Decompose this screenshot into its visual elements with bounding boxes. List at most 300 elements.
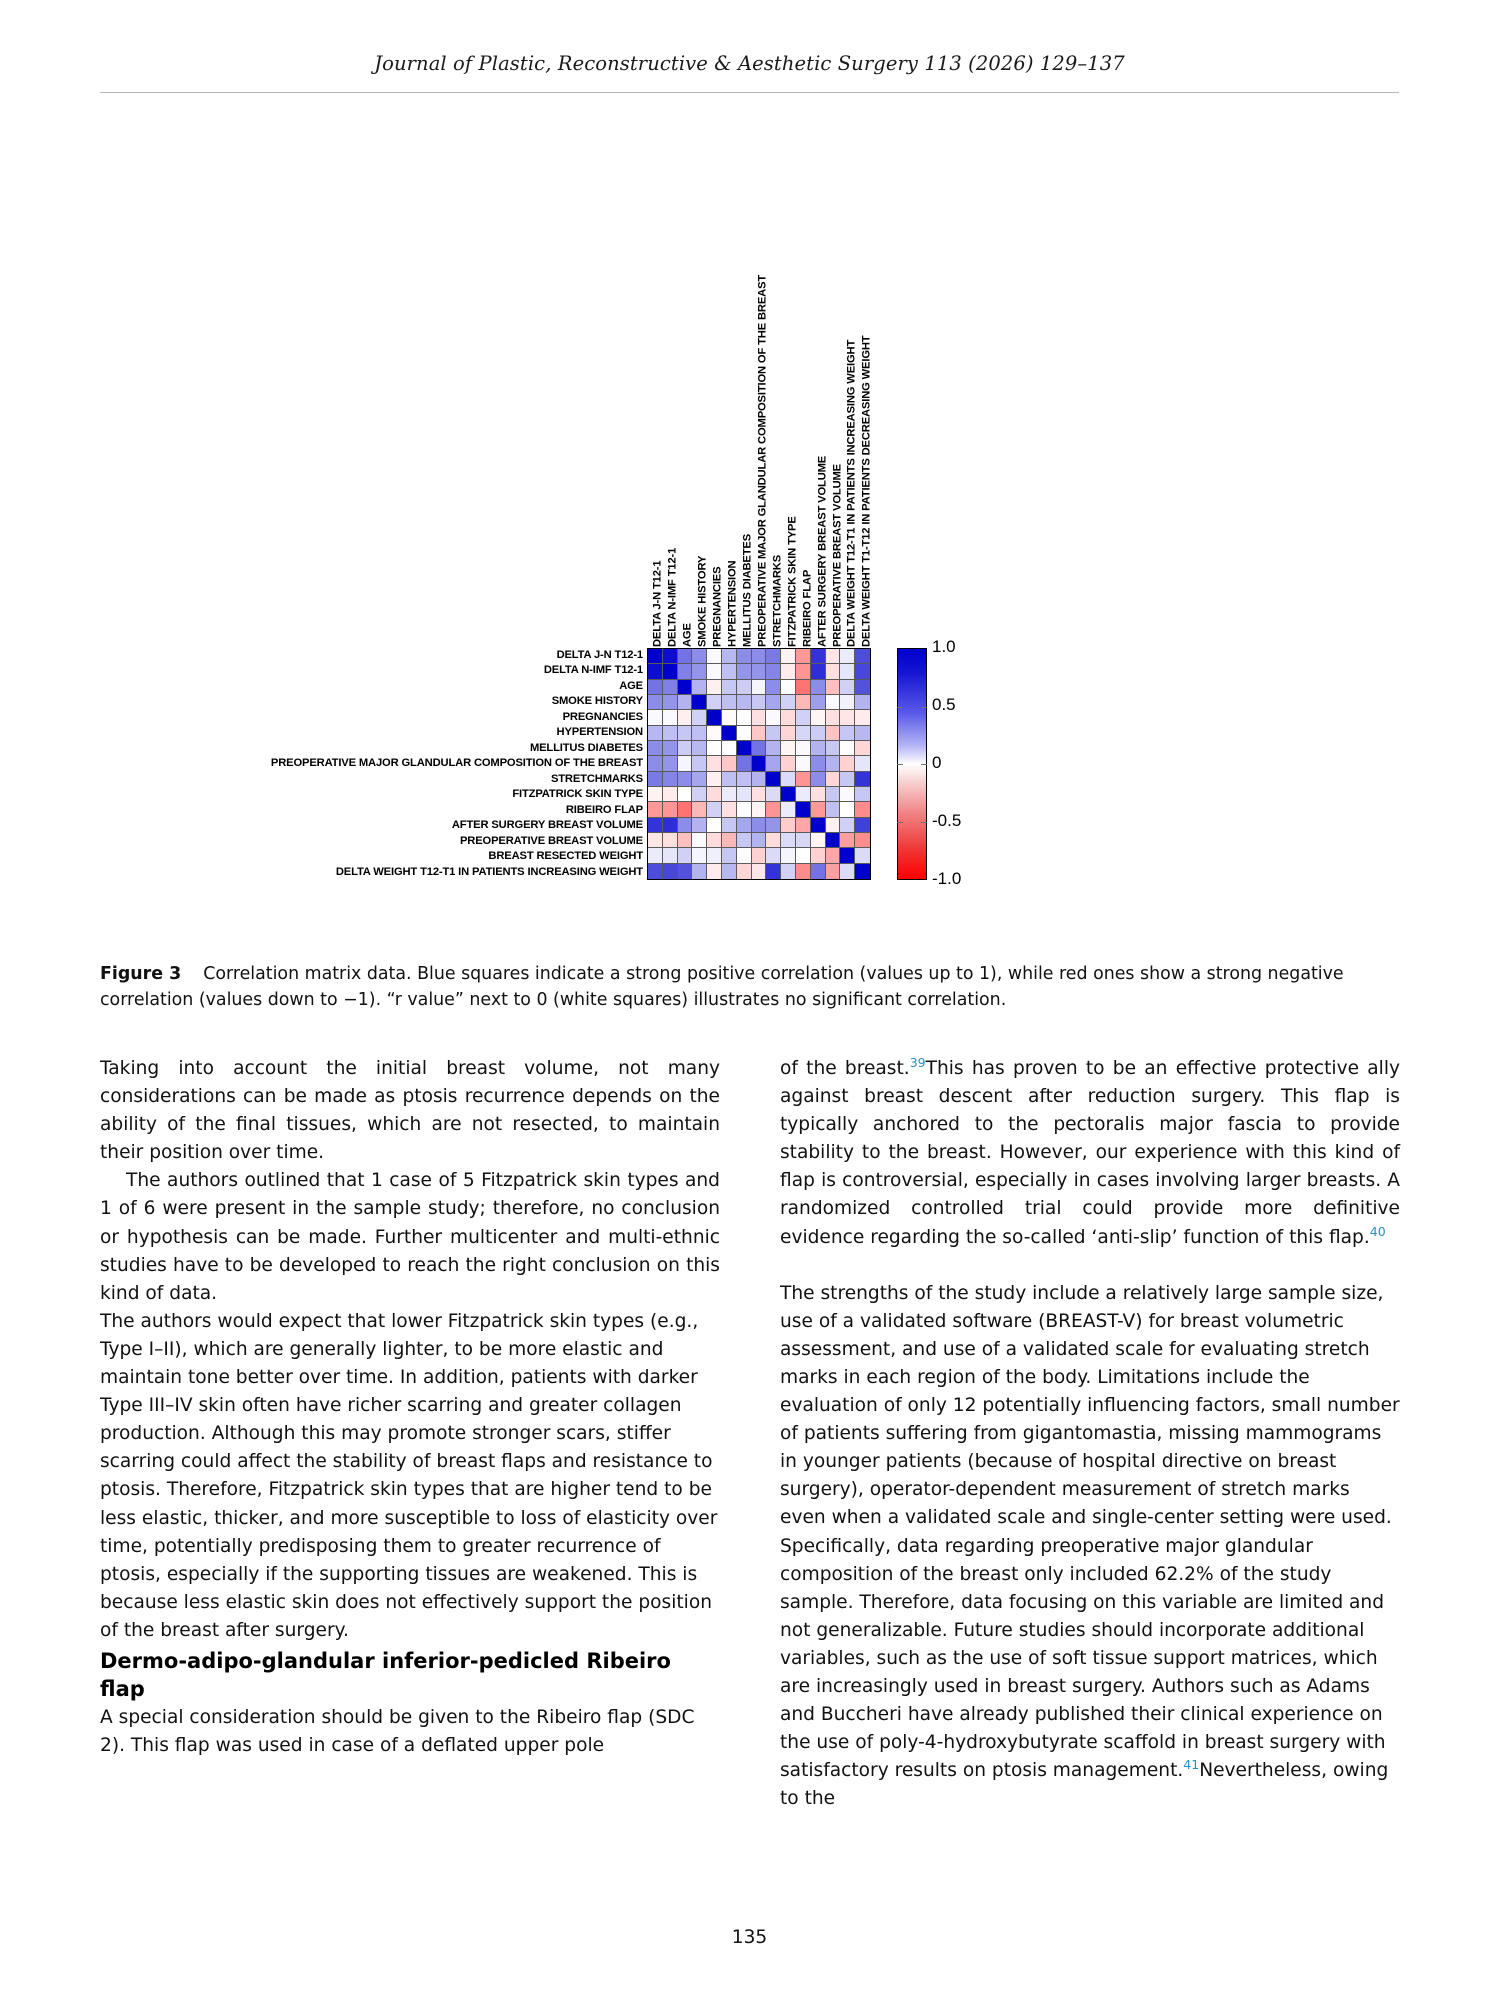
matrix-cell[interactable] xyxy=(855,726,870,741)
matrix-cell[interactable] xyxy=(663,680,678,695)
matrix-cell[interactable] xyxy=(840,848,855,863)
reference-marker-41[interactable]: 41 xyxy=(1183,1757,1200,1773)
left-column xyxy=(100,1055,720,1813)
matrix-cell[interactable] xyxy=(663,664,678,679)
matrix-cell[interactable] xyxy=(766,664,781,679)
matrix-cell[interactable] xyxy=(840,864,855,879)
matrix-cell[interactable] xyxy=(840,802,855,817)
matrix-row-labels xyxy=(100,648,645,880)
matrix-cell[interactable] xyxy=(752,833,767,848)
figure-3-correlation-matrix xyxy=(100,100,1400,955)
matrix-cell[interactable] xyxy=(796,664,811,679)
matrix-cell[interactable] xyxy=(766,787,781,802)
matrix-cell[interactable] xyxy=(648,741,663,756)
colorbar-tick-label: -1.0 xyxy=(932,869,962,888)
right-p2-part-b: Nevertheless, owing to the xyxy=(780,1760,1389,1810)
matrix-cell[interactable] xyxy=(840,818,855,833)
matrix-cell[interactable] xyxy=(737,818,752,833)
matrix-cell[interactable] xyxy=(840,710,855,725)
colorbar-gradient xyxy=(897,648,927,880)
matrix-cell[interactable] xyxy=(811,833,826,848)
matrix-cell[interactable] xyxy=(678,864,693,879)
matrix-cell[interactable] xyxy=(855,802,870,817)
figure-label: Figure 3 xyxy=(100,964,182,984)
matrix-cell[interactable] xyxy=(678,772,693,787)
matrix-cell[interactable] xyxy=(663,741,678,756)
section-heading-ribeiro-flap: Dermo-adipo-glandular inferior-pedicled Ribeiro flap xyxy=(100,1648,671,1702)
matrix-cell[interactable] xyxy=(692,848,707,863)
matrix-cell[interactable] xyxy=(796,864,811,879)
matrix-cell[interactable] xyxy=(855,756,870,771)
matrix-cell[interactable] xyxy=(678,664,693,679)
matrix-cell[interactable] xyxy=(737,664,752,679)
matrix-cell[interactable] xyxy=(707,756,722,771)
matrix-cell[interactable] xyxy=(707,818,722,833)
matrix-column-header xyxy=(662,108,677,648)
matrix-column-header-label: RIBEIRO FLAP xyxy=(801,569,814,647)
matrix-cell[interactable] xyxy=(766,726,781,741)
matrix-column-header-label: MELLITUS DIABETES xyxy=(741,533,754,647)
matrix-cell[interactable] xyxy=(648,756,663,771)
matrix-cell[interactable] xyxy=(781,802,796,817)
matrix-cell[interactable] xyxy=(796,710,811,725)
matrix-cell[interactable] xyxy=(766,649,781,664)
matrix-cell[interactable] xyxy=(648,818,663,833)
matrix-cell[interactable] xyxy=(840,756,855,771)
running-head: Journal of Plastic, Reconstructive & Aesthetic Surgery 113 (2026) 129–137 xyxy=(374,52,1125,75)
matrix-cell[interactable] xyxy=(722,695,737,710)
matrix-cell[interactable] xyxy=(648,680,663,695)
matrix-column-header xyxy=(811,108,829,648)
matrix-cell[interactable] xyxy=(678,848,693,863)
matrix-cell[interactable] xyxy=(811,756,826,771)
colorbar-tick-labels xyxy=(932,637,1002,888)
matrix-cell[interactable] xyxy=(678,695,693,710)
matrix-row-label: MELLITUS DIABETES xyxy=(529,741,643,754)
matrix-cell[interactable] xyxy=(840,833,855,848)
matrix-cell[interactable] xyxy=(811,649,826,664)
matrix-cell[interactable] xyxy=(678,741,693,756)
matrix-cell[interactable] xyxy=(692,787,707,802)
matrix-cell[interactable] xyxy=(663,756,678,771)
left-paragraph-1: Taking into account the initial breast volume, not many considerations can be made as ptosis recurrence depends on the ability of the final tissues, which are not resected, to maintain their position over time. xyxy=(100,1058,720,1164)
matrix-cell[interactable] xyxy=(855,864,870,879)
matrix-cell[interactable] xyxy=(678,802,693,817)
matrix-cell[interactable] xyxy=(722,741,737,756)
right-column xyxy=(780,1055,1400,1813)
matrix-cell[interactable] xyxy=(752,772,767,787)
matrix-cell[interactable] xyxy=(796,726,811,741)
matrix-cell[interactable] xyxy=(737,710,752,725)
matrix-cell[interactable] xyxy=(707,741,722,756)
matrix-cell[interactable] xyxy=(722,649,737,664)
matrix-cell[interactable] xyxy=(766,802,781,817)
matrix-cell[interactable] xyxy=(826,787,841,802)
matrix-cell[interactable] xyxy=(737,649,752,664)
matrix-cell[interactable] xyxy=(678,756,693,771)
matrix-column-header-label: PREOPERATIVE MAJOR GLANDULAR COMPOSITION OF THE BREAST xyxy=(756,274,769,647)
matrix-cell[interactable] xyxy=(840,772,855,787)
matrix-cell[interactable] xyxy=(840,695,855,710)
matrix-row-label: AGE xyxy=(619,679,643,692)
matrix-cell[interactable] xyxy=(707,695,722,710)
correlation-matrix-grid[interactable] xyxy=(647,648,871,880)
matrix-cell[interactable] xyxy=(722,818,737,833)
matrix-cell[interactable] xyxy=(692,802,707,817)
matrix-cell[interactable] xyxy=(707,649,722,664)
matrix-cell[interactable] xyxy=(840,726,855,741)
matrix-cell[interactable] xyxy=(737,772,752,787)
matrix-cell[interactable] xyxy=(855,833,870,848)
matrix-cell[interactable] xyxy=(811,664,826,679)
matrix-cell[interactable] xyxy=(678,680,693,695)
matrix-cell[interactable] xyxy=(766,864,781,879)
matrix-cell[interactable] xyxy=(811,818,826,833)
matrix-cell[interactable] xyxy=(722,726,737,741)
matrix-cell[interactable] xyxy=(811,772,826,787)
matrix-row-label: DELTA J-N T12-1 xyxy=(556,649,643,661)
left-paragraph-2: The authors outlined that 1 case of 5 Fitzpatrick skin types and 1 of 6 were present in the sample study; therefore, no conclusion or hypothesis can be made. Further multicenter and multi-ethnic studies have to be developed to reach the right conclusion on this kind of data. xyxy=(100,1170,720,1304)
matrix-cell[interactable] xyxy=(752,848,767,863)
matrix-cell[interactable] xyxy=(737,802,752,817)
matrix-cell[interactable] xyxy=(826,802,841,817)
matrix-cell[interactable] xyxy=(707,787,722,802)
matrix-column-header-label: SMOKE HISTORY xyxy=(696,555,709,647)
matrix-cell[interactable] xyxy=(678,649,693,664)
matrix-cell[interactable] xyxy=(737,833,752,848)
matrix-cell[interactable] xyxy=(663,649,678,664)
matrix-cell[interactable] xyxy=(737,848,752,863)
matrix-cell[interactable] xyxy=(855,741,870,756)
matrix-cell[interactable] xyxy=(678,818,693,833)
matrix-column-header xyxy=(692,108,707,648)
matrix-cell[interactable] xyxy=(781,664,796,679)
matrix-row-label: DELTA WEIGHT T12-T1 IN PATIENTS INCREASING WEIGHT xyxy=(335,865,643,878)
matrix-cell[interactable] xyxy=(707,848,722,863)
matrix-cell[interactable] xyxy=(826,741,841,756)
colorbar-tick-label: 0.5 xyxy=(932,695,956,714)
matrix-row-label: DELTA N-IMF T12-1 xyxy=(543,664,643,677)
right-paragraph-1 xyxy=(780,1055,1400,1252)
right-p1-part-b: This has proven to be an effective protective ally against breast descent after reduction surgery. This flap is typically anchored to the pectoralis major fascia to provide stability to the breast. However, our experience with this kind of flap is controversial, especially in cases involving larger breasts. A randomized controlled trial could provide more definitive evidence regarding the so-called ‘anti-slip’ function of this flap. xyxy=(780,1058,1400,1248)
matrix-cell[interactable] xyxy=(737,726,752,741)
matrix-cell[interactable] xyxy=(781,864,796,879)
matrix-cell[interactable] xyxy=(766,772,781,787)
matrix-cell[interactable] xyxy=(840,664,855,679)
matrix-cell[interactable] xyxy=(826,848,841,863)
matrix-cell[interactable] xyxy=(752,695,767,710)
matrix-cell[interactable] xyxy=(781,695,796,710)
matrix-row-label: PREGNANCIES xyxy=(562,710,643,723)
matrix-cell[interactable] xyxy=(692,772,707,787)
matrix-cell[interactable] xyxy=(752,864,767,879)
matrix-cell[interactable] xyxy=(811,726,826,741)
matrix-column-header-label: PREOPERATIVE BREAST VOLUME xyxy=(831,464,844,647)
matrix-row-label: PREOPERATIVE BREAST VOLUME xyxy=(460,834,643,847)
matrix-cell[interactable] xyxy=(707,664,722,679)
matrix-cell[interactable] xyxy=(855,649,870,664)
matrix-cell[interactable] xyxy=(796,772,811,787)
matrix-cell[interactable] xyxy=(737,741,752,756)
matrix-cell[interactable] xyxy=(722,864,737,879)
matrix-cell[interactable] xyxy=(752,756,767,771)
matrix-cell[interactable] xyxy=(752,664,767,679)
matrix-cell[interactable] xyxy=(826,649,841,664)
matrix-cell[interactable] xyxy=(855,772,870,787)
matrix-cell[interactable] xyxy=(826,864,841,879)
reference-marker-40[interactable]: 40 xyxy=(1369,1223,1386,1239)
matrix-cell[interactable] xyxy=(811,802,826,817)
matrix-column-header-label: DELTA J-N T12-1 xyxy=(651,560,664,647)
matrix-row-label: BREAST RESECTED WEIGHT xyxy=(488,850,643,863)
matrix-cell[interactable] xyxy=(752,649,767,664)
matrix-cell[interactable] xyxy=(855,680,870,695)
matrix-cell[interactable] xyxy=(678,833,693,848)
body-columns xyxy=(100,1055,1400,1813)
page-number: 135 xyxy=(731,1927,768,1948)
matrix-cell[interactable] xyxy=(752,710,767,725)
matrix-cell[interactable] xyxy=(781,772,796,787)
matrix-cell[interactable] xyxy=(781,649,796,664)
matrix-column-header xyxy=(766,108,784,648)
matrix-cell[interactable] xyxy=(826,833,841,848)
matrix-cell[interactable] xyxy=(826,710,841,725)
matrix-cell[interactable] xyxy=(796,756,811,771)
matrix-cell[interactable] xyxy=(811,695,826,710)
right-p2-part-a: The strengths of the study include a relatively large sample size, use of a validated software (BREAST-V) for breast volumetric assessment, and use of a validated scale for evaluating stretch marks in each region of the body. Limitations include the evaluation of only 12 potentially influencing factors, small number of patients suffering from gigantomastia, missing mammograms in younger patients (because of hospital directive on breast surgery), operator-dependent measurement of stretch marks even when a validated scale and single-center setting were used. Specifically, data regarding preoperative major glandular composition of the breast only included 62.2% of the study sample. Therefore, data focusing on this variable are limited and not generalizable. Future studies should incorporate additional variables, such as the use of soft tissue support matrices, which are increasingly used in breast surgery. Authors such as Adams and Buccheri have already published their clinical experience on the use of poly-4-hydroxybutyrate scaffold in breast surgery with satisfactory results on ptosis management. xyxy=(780,1282,1400,1782)
matrix-column-header-label: FITZPATRICK SKIN TYPE xyxy=(786,516,799,647)
matrix-column-header-label: PREGNANCIES xyxy=(711,566,724,647)
matrix-cell[interactable] xyxy=(752,741,767,756)
matrix-cell[interactable] xyxy=(855,695,870,710)
matrix-cell[interactable] xyxy=(781,726,796,741)
matrix-cell[interactable] xyxy=(692,710,707,725)
matrix-cell[interactable] xyxy=(648,848,663,863)
matrix-cell[interactable] xyxy=(840,787,855,802)
matrix-cell[interactable] xyxy=(826,772,841,787)
matrix-cell[interactable] xyxy=(826,680,841,695)
matrix-column-header xyxy=(826,108,844,648)
matrix-cell[interactable] xyxy=(737,787,752,802)
matrix-cell[interactable] xyxy=(663,864,678,879)
matrix-column-header xyxy=(751,108,769,648)
matrix-cell[interactable] xyxy=(692,664,707,679)
matrix-cell[interactable] xyxy=(678,787,693,802)
matrix-cell[interactable] xyxy=(796,833,811,848)
matrix-column-header xyxy=(722,108,737,648)
matrix-cell[interactable] xyxy=(692,649,707,664)
matrix-cell[interactable] xyxy=(648,772,663,787)
matrix-cell[interactable] xyxy=(855,818,870,833)
matrix-cell[interactable] xyxy=(722,787,737,802)
matrix-cell[interactable] xyxy=(692,741,707,756)
matrix-cell[interactable] xyxy=(707,726,722,741)
matrix-cell[interactable] xyxy=(796,818,811,833)
matrix-cell[interactable] xyxy=(840,741,855,756)
matrix-cell[interactable] xyxy=(692,680,707,695)
matrix-cell[interactable] xyxy=(707,772,722,787)
matrix-cell[interactable] xyxy=(855,710,870,725)
figure-caption xyxy=(100,962,1400,1013)
matrix-cell[interactable] xyxy=(811,848,826,863)
matrix-cell[interactable] xyxy=(648,649,663,664)
matrix-column-header-label: STRETCHMARKS xyxy=(771,554,784,647)
matrix-cell[interactable] xyxy=(678,710,693,725)
matrix-cell[interactable] xyxy=(648,787,663,802)
matrix-cell[interactable] xyxy=(781,756,796,771)
right-paragraph-2 xyxy=(780,1280,1400,1814)
matrix-row-label: SMOKE HISTORY xyxy=(551,695,643,708)
matrix-cell[interactable] xyxy=(766,833,781,848)
matrix-cell[interactable] xyxy=(692,864,707,879)
matrix-row-label: STRETCHMARKS xyxy=(550,772,643,785)
matrix-cell[interactable] xyxy=(766,680,781,695)
matrix-cell[interactable] xyxy=(663,726,678,741)
matrix-cell[interactable] xyxy=(766,695,781,710)
matrix-cell[interactable] xyxy=(826,664,841,679)
matrix-cell[interactable] xyxy=(796,695,811,710)
matrix-cell[interactable] xyxy=(663,818,678,833)
matrix-cell[interactable] xyxy=(663,833,678,848)
matrix-column-header xyxy=(677,108,692,648)
matrix-cell[interactable] xyxy=(796,787,811,802)
matrix-column-headers xyxy=(647,108,871,648)
matrix-cell[interactable] xyxy=(781,818,796,833)
matrix-cell[interactable] xyxy=(707,680,722,695)
matrix-cell[interactable] xyxy=(737,864,752,879)
matrix-cell[interactable] xyxy=(663,710,678,725)
matrix-row-label: HYPERTENSION xyxy=(556,726,643,739)
matrix-cell[interactable] xyxy=(752,818,767,833)
matrix-cell[interactable] xyxy=(796,680,811,695)
matrix-cell[interactable] xyxy=(855,848,870,863)
colorbar-tick-label: 1.0 xyxy=(932,637,956,656)
matrix-cell[interactable] xyxy=(752,680,767,695)
matrix-cell[interactable] xyxy=(648,726,663,741)
matrix-column-header xyxy=(707,108,722,648)
matrix-column-header-label: AFTER SURGERY BREAST VOLUME xyxy=(816,455,829,647)
matrix-cell[interactable] xyxy=(840,680,855,695)
left-paragraph-3: The authors would expect that lower Fitzpatrick skin types (e.g., Type I–II), which are generally lighter, to be more elastic and maintain tone better over time. In addition, patients with darker Type III–IV skin often have richer scarring and greater collagen production. Although this may promote stronger scars, stiffer scarring could affect the stability of breast flaps and resistance to ptosis. Therefore, Fitzpatrick skin types that are higher tend to be less elastic, thicker, and more susceptible to loss of elasticity over time, potentially predisposing them to greater recurrence of ptosis, especially if the supporting tissues are weakened. This is because less elastic skin does not effectively support the position of the breast after surgery. xyxy=(100,1310,718,1641)
matrix-cell[interactable] xyxy=(648,802,663,817)
matrix-cell[interactable] xyxy=(766,710,781,725)
matrix-cell[interactable] xyxy=(722,664,737,679)
matrix-cell[interactable] xyxy=(840,649,855,664)
colorbar-tick-label: 0 xyxy=(932,753,942,772)
matrix-cell[interactable] xyxy=(811,787,826,802)
matrix-row-label: PREOPERATIVE MAJOR GLANDULAR COMPOSITION OF THE BREAST xyxy=(270,757,643,770)
header-divider xyxy=(100,92,1399,93)
reference-marker-39[interactable]: 39 xyxy=(909,1054,926,1070)
figure-caption-text: Correlation matrix data. Blue squares indicate a strong positive correlation (values up to 1), while red ones show a strong negative correlation (values down to −1). “r value” next to 0 (white squares) illustrates no significant correlation. xyxy=(100,964,1344,1010)
matrix-row-label: AFTER SURGERY BREAST VOLUME xyxy=(451,819,643,832)
matrix-column-header-label: DELTA N-IMF T12-1 xyxy=(666,547,679,647)
matrix-cell[interactable] xyxy=(811,741,826,756)
matrix-cell[interactable] xyxy=(766,818,781,833)
matrix-cell[interactable] xyxy=(796,802,811,817)
matrix-cell[interactable] xyxy=(766,756,781,771)
matrix-cell[interactable] xyxy=(722,710,737,725)
matrix-cell[interactable] xyxy=(766,741,781,756)
matrix-cell[interactable] xyxy=(855,787,870,802)
matrix-row-label: FITZPATRICK SKIN TYPE xyxy=(512,788,643,801)
matrix-cell[interactable] xyxy=(648,695,663,710)
matrix-cell[interactable] xyxy=(796,741,811,756)
matrix-cell[interactable] xyxy=(752,802,767,817)
matrix-cell[interactable] xyxy=(692,833,707,848)
matrix-cell[interactable] xyxy=(663,787,678,802)
matrix-cell[interactable] xyxy=(811,680,826,695)
matrix-cell[interactable] xyxy=(796,848,811,863)
matrix-cell[interactable] xyxy=(707,864,722,879)
colorbar-tick-label: -0.5 xyxy=(932,811,962,830)
matrix-cell[interactable] xyxy=(692,695,707,710)
matrix-cell[interactable] xyxy=(707,833,722,848)
matrix-cell[interactable] xyxy=(781,741,796,756)
matrix-cell[interactable] xyxy=(737,756,752,771)
matrix-cell[interactable] xyxy=(737,680,752,695)
matrix-cell[interactable] xyxy=(648,833,663,848)
matrix-cell[interactable] xyxy=(752,726,767,741)
matrix-cell[interactable] xyxy=(692,756,707,771)
matrix-cell[interactable] xyxy=(663,772,678,787)
matrix-cell[interactable] xyxy=(692,818,707,833)
matrix-cell[interactable] xyxy=(722,756,737,771)
matrix-cell[interactable] xyxy=(737,695,752,710)
matrix-column-header-label: AGE xyxy=(681,623,694,647)
matrix-cell[interactable] xyxy=(663,848,678,863)
matrix-cell[interactable] xyxy=(692,726,707,741)
matrix-cell[interactable] xyxy=(752,787,767,802)
matrix-column-header xyxy=(856,108,871,648)
matrix-cell[interactable] xyxy=(855,664,870,679)
matrix-column-header xyxy=(781,108,799,648)
matrix-cell[interactable] xyxy=(781,710,796,725)
matrix-cell[interactable] xyxy=(781,787,796,802)
matrix-cell[interactable] xyxy=(678,726,693,741)
matrix-cell[interactable] xyxy=(826,818,841,833)
matrix-cell[interactable] xyxy=(722,680,737,695)
matrix-cell[interactable] xyxy=(826,756,841,771)
matrix-column-header-label: HYPERTENSION xyxy=(726,560,739,647)
matrix-cell[interactable] xyxy=(722,833,737,848)
matrix-column-header-label: DELTA WEIGHT T12-T1 IN PATIENTS INCREASING WEIGHT xyxy=(845,339,858,647)
matrix-cell[interactable] xyxy=(663,695,678,710)
matrix-cell[interactable] xyxy=(722,772,737,787)
matrix-cell[interactable] xyxy=(811,710,826,725)
matrix-column-header xyxy=(796,108,814,648)
matrix-cell[interactable] xyxy=(826,695,841,710)
matrix-cell[interactable] xyxy=(707,710,722,725)
matrix-cell[interactable] xyxy=(648,710,663,725)
matrix-cell[interactable] xyxy=(781,833,796,848)
matrix-cell[interactable] xyxy=(826,726,841,741)
matrix-cell[interactable] xyxy=(722,802,737,817)
matrix-cell[interactable] xyxy=(707,802,722,817)
matrix-cell[interactable] xyxy=(648,864,663,879)
matrix-cell[interactable] xyxy=(648,664,663,679)
right-p1-part-a: of the breast. xyxy=(780,1058,910,1079)
matrix-cell[interactable] xyxy=(811,864,826,879)
matrix-cell[interactable] xyxy=(781,848,796,863)
matrix-cell[interactable] xyxy=(766,848,781,863)
matrix-cell[interactable] xyxy=(796,649,811,664)
matrix-cell[interactable] xyxy=(781,680,796,695)
matrix-cell[interactable] xyxy=(663,802,678,817)
matrix-cell[interactable] xyxy=(722,848,737,863)
matrix-column-header xyxy=(737,108,752,648)
matrix-column-header-label: DELTA WEIGHT T1-T12 IN PATIENTS DECREASING WEIGHT xyxy=(860,335,873,647)
